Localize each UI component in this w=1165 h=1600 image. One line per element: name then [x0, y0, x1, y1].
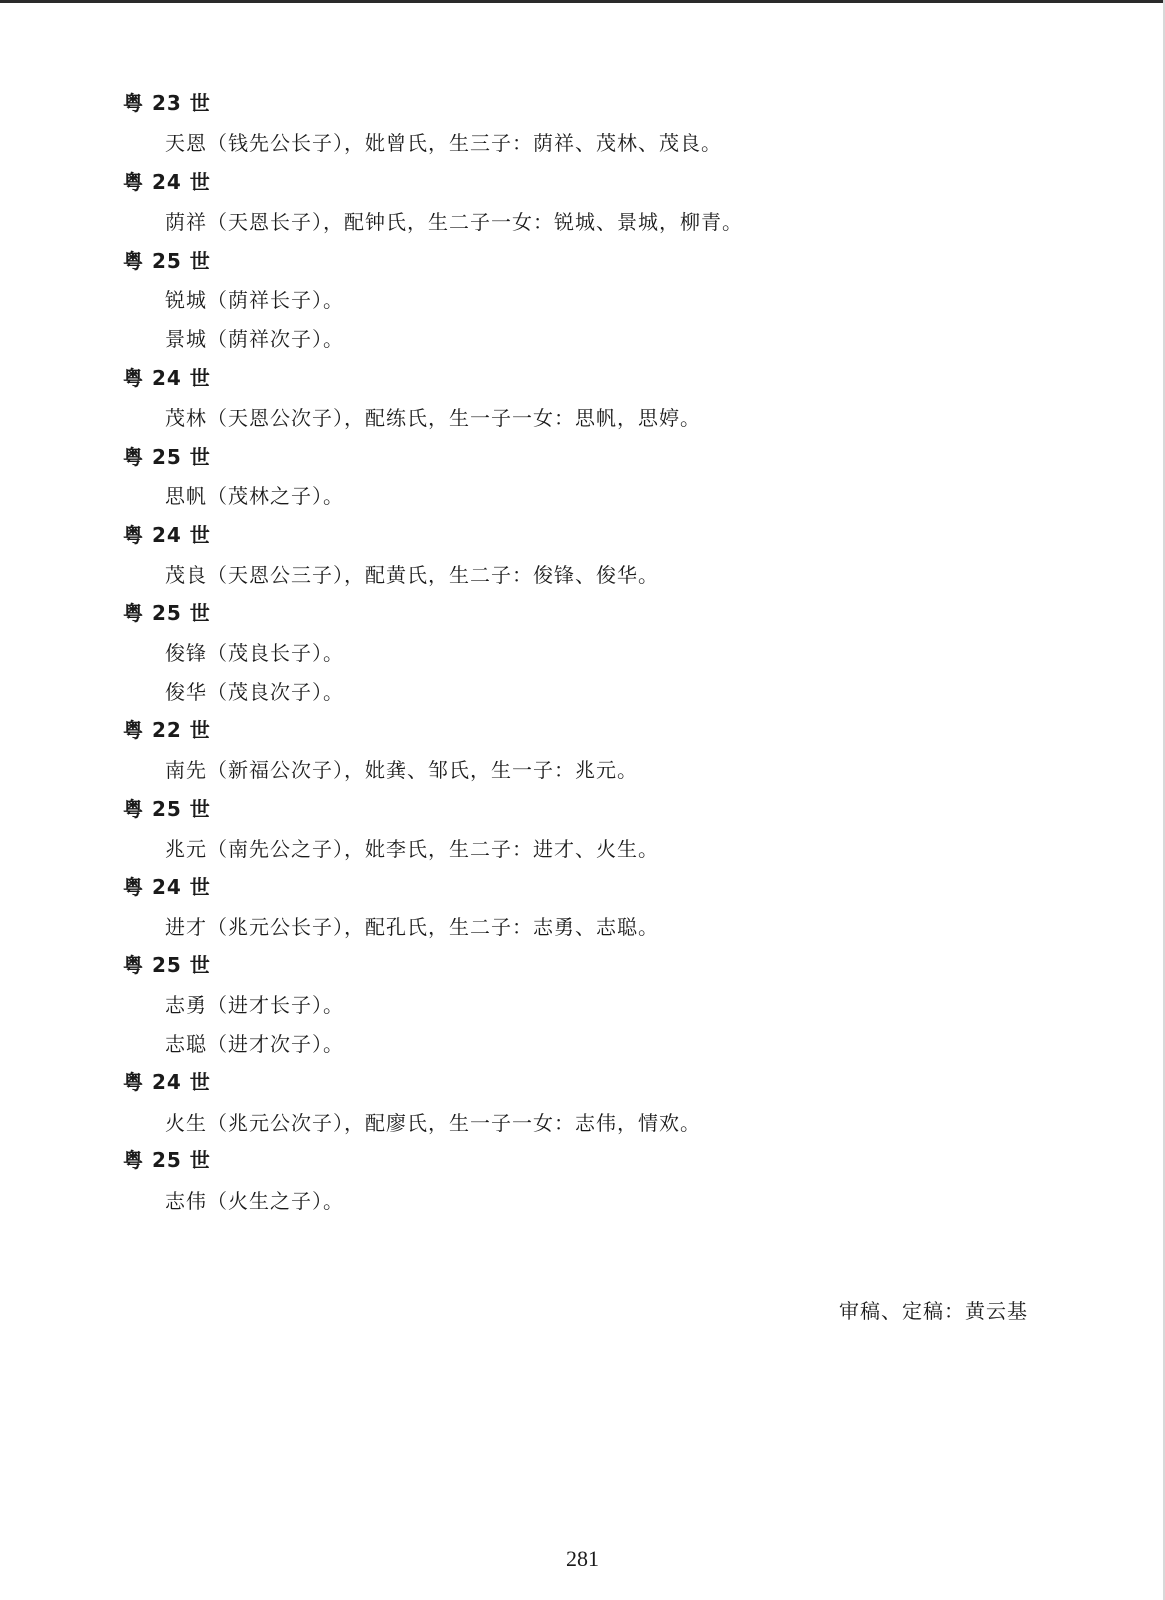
genealogy-entry: 锐城（荫祥长子）。	[165, 288, 344, 312]
generation-heading: 粤 25 世	[123, 797, 211, 821]
generation-heading: 粤 25 世	[123, 1148, 211, 1172]
genealogy-entry: 天恩（钱先公长子），妣曾氏，生三子：荫祥、茂林、茂良。	[165, 131, 722, 155]
generation-heading: 粤 24 世	[123, 366, 211, 390]
generation-heading: 粤 24 世	[123, 170, 211, 194]
genealogy-entry: 志伟（火生之子）。	[165, 1189, 344, 1213]
genealogy-entry: 火生（兆元公次子），配廖氏，生一子一女：志伟，情欢。	[165, 1111, 701, 1135]
generation-heading: 粤 24 世	[123, 523, 211, 547]
generation-heading: 粤 25 世	[123, 601, 211, 625]
genealogy-entry: 茂良（天恩公三子），配黄氏，生二子：俊锋、俊华。	[165, 563, 659, 587]
generation-heading: 粤 25 世	[123, 445, 211, 469]
generation-heading: 粤 24 世	[123, 875, 211, 899]
genealogy-entry: 俊华（茂良次子）。	[165, 680, 344, 704]
generation-heading: 粤 24 世	[123, 1070, 211, 1094]
editor-credit: 审稿、定稿：黄云基	[839, 1299, 1028, 1323]
generation-heading: 粤 23 世	[123, 91, 211, 115]
genealogy-entry: 荫祥（天恩长子），配钟氏，生二子一女：锐城、景城，柳青。	[165, 210, 743, 234]
genealogy-entry: 南先（新福公次子），妣龚、邹氏，生一子：兆元。	[165, 758, 638, 782]
genealogy-entry: 志勇（进才长子）。	[165, 993, 344, 1017]
genealogy-entry: 俊锋（茂良长子）。	[165, 641, 344, 665]
genealogy-entry: 茂林（天恩公次子），配练氏，生一子一女：思帆，思婷。	[165, 406, 701, 430]
generation-heading: 粤 25 世	[123, 249, 211, 273]
page-number: 281	[566, 1546, 599, 1571]
genealogy-entry: 志聪（进才次子）。	[165, 1032, 344, 1056]
generation-heading: 粤 22 世	[123, 718, 211, 742]
genealogy-entry: 景城（荫祥次子）。	[165, 327, 344, 351]
genealogy-entry: 进才（兆元公长子），配孔氏，生二子：志勇、志聪。	[165, 915, 659, 939]
top-border-line	[0, 0, 1165, 3]
genealogy-entry: 思帆（茂林之子）。	[165, 484, 344, 508]
genealogy-entry: 兆元（南先公之子），妣李氏，生二子：进才、火生。	[165, 837, 659, 861]
generation-heading: 粤 25 世	[123, 953, 211, 977]
